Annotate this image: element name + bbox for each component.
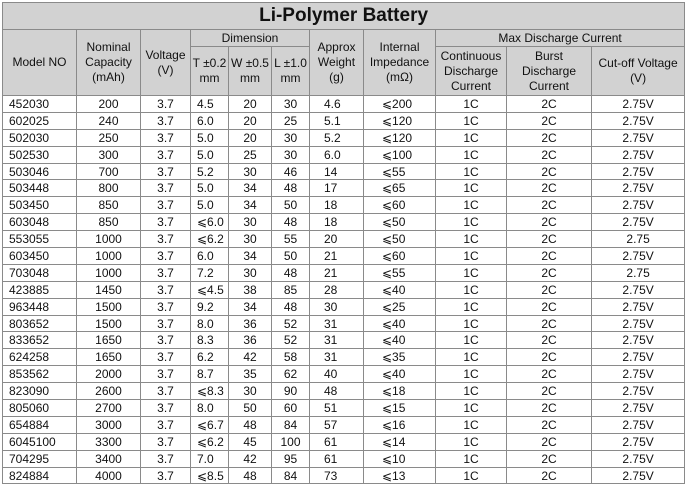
cell-internal-impedance: ⩽40 [364,366,436,383]
cell-continuous-discharge: 1C [436,96,507,113]
cell-model-no: 603450 [3,248,77,265]
cell-approx-weight: 61 [310,450,364,467]
cell-burst-discharge: 2C [507,383,592,400]
cell-burst-discharge: 2C [507,180,592,197]
cell-approx-weight: 61 [310,433,364,450]
cell-internal-impedance: ⩽40 [364,315,436,332]
cell-continuous-discharge: 1C [436,129,507,146]
cell-dim-l: 48 [272,264,310,281]
cell-burst-discharge: 2C [507,416,592,433]
cell-continuous-discharge: 1C [436,366,507,383]
cell-approx-weight: 20 [310,231,364,248]
cell-dim-t: 4.5 [191,96,229,113]
cell-model-no: 602025 [3,112,77,129]
cell-voltage: 3.7 [141,349,191,366]
cell-cutoff-voltage: 2.75V [592,214,685,231]
table-row [3,315,685,332]
cell-cutoff-voltage: 2.75V [592,197,685,214]
table-row [3,146,685,163]
cell-cutoff-voltage: 2.75V [592,467,685,484]
table-row [3,298,685,315]
cell-dim-w: 20 [229,112,272,129]
cell-model-no: 805060 [3,400,77,417]
cell-voltage: 3.7 [141,383,191,400]
cell-burst-discharge: 2C [507,231,592,248]
header-burst-discharge: Burst Discharge Current [507,47,592,96]
table-row [3,231,685,248]
cell-nominal-capacity: 2600 [77,383,141,400]
cell-burst-discharge: 2C [507,129,592,146]
cell-dim-t: 5.0 [191,146,229,163]
cell-burst-discharge: 2C [507,366,592,383]
cell-voltage: 3.7 [141,315,191,332]
battery-spec-table [2,2,685,484]
cell-burst-discharge: 2C [507,112,592,129]
cell-internal-impedance: ⩽40 [364,332,436,349]
cell-model-no: 703048 [3,264,77,281]
cell-dim-t: 8.7 [191,366,229,383]
cell-dim-t: ⩽6.2 [191,433,229,450]
cell-cutoff-voltage: 2.75V [592,349,685,366]
cell-dim-w: 42 [229,450,272,467]
cell-burst-discharge: 2C [507,264,592,281]
cell-cutoff-voltage: 2.75V [592,450,685,467]
cell-nominal-capacity: 850 [77,197,141,214]
table-row [3,332,685,349]
cell-dim-w: 50 [229,400,272,417]
table-row [3,248,685,265]
cell-model-no: 624258 [3,349,77,366]
cell-internal-impedance: ⩽60 [364,248,436,265]
cell-approx-weight: 5.2 [310,129,364,146]
cell-dim-t: ⩽6.0 [191,214,229,231]
header-dim-l: L ±1.0 mm [272,47,310,96]
table-title: Li-Polymer Battery [3,3,685,30]
cell-dim-l: 58 [272,349,310,366]
cell-model-no: 704295 [3,450,77,467]
cell-dim-l: 85 [272,281,310,298]
table-row [3,349,685,366]
cell-voltage: 3.7 [141,366,191,383]
cell-continuous-discharge: 1C [436,214,507,231]
cell-continuous-discharge: 1C [436,332,507,349]
cell-model-no: 603048 [3,214,77,231]
cell-continuous-discharge: 1C [436,467,507,484]
cell-nominal-capacity: 1650 [77,332,141,349]
table-row [3,433,685,450]
header-voltage: Voltage (V) [141,30,191,96]
cell-internal-impedance: ⩽35 [364,349,436,366]
cell-nominal-capacity: 2700 [77,400,141,417]
cell-dim-t: ⩽8.3 [191,383,229,400]
table-row [3,197,685,214]
cell-dim-t: ⩽6.7 [191,416,229,433]
cell-model-no: 824884 [3,467,77,484]
cell-model-no: 654884 [3,416,77,433]
table-row [3,214,685,231]
table-row [3,180,685,197]
cell-voltage: 3.7 [141,180,191,197]
cell-approx-weight: 31 [310,332,364,349]
cell-dim-l: 50 [272,197,310,214]
cell-internal-impedance: ⩽10 [364,450,436,467]
table-row [3,264,685,281]
cell-dim-t: 6.2 [191,349,229,366]
cell-model-no: 423885 [3,281,77,298]
cell-approx-weight: 4.6 [310,96,364,113]
cell-dim-w: 34 [229,180,272,197]
cell-voltage: 3.7 [141,112,191,129]
table-row [3,281,685,298]
cell-model-no: 503450 [3,197,77,214]
cell-dim-w: 36 [229,315,272,332]
cell-dim-w: 34 [229,197,272,214]
cell-voltage: 3.7 [141,163,191,180]
cell-internal-impedance: ⩽50 [364,214,436,231]
cell-internal-impedance: ⩽40 [364,281,436,298]
cell-dim-l: 30 [272,146,310,163]
cell-continuous-discharge: 1C [436,400,507,417]
cell-nominal-capacity: 1500 [77,315,141,332]
cell-internal-impedance: ⩽200 [364,96,436,113]
header-model-no: Model NO [3,30,77,96]
table-row [3,450,685,467]
table-row [3,96,685,113]
cell-continuous-discharge: 1C [436,180,507,197]
cell-model-no: 503448 [3,180,77,197]
cell-voltage: 3.7 [141,231,191,248]
cell-cutoff-voltage: 2.75V [592,163,685,180]
header-continuous-discharge: Continuous Discharge Current [436,47,507,96]
table-row [3,112,685,129]
table-row [3,129,685,146]
cell-internal-impedance: ⩽18 [364,383,436,400]
cell-nominal-capacity: 850 [77,214,141,231]
cell-nominal-capacity: 700 [77,163,141,180]
cell-continuous-discharge: 1C [436,315,507,332]
cell-nominal-capacity: 3400 [77,450,141,467]
cell-nominal-capacity: 250 [77,129,141,146]
cell-dim-w: 42 [229,349,272,366]
cell-burst-discharge: 2C [507,433,592,450]
cell-dim-t: ⩽4.5 [191,281,229,298]
cell-dim-t: 6.0 [191,112,229,129]
cell-dim-t: 7.0 [191,450,229,467]
cell-burst-discharge: 2C [507,281,592,298]
cell-dim-t: 5.0 [191,180,229,197]
cell-dim-w: 20 [229,96,272,113]
cell-burst-discharge: 2C [507,332,592,349]
cell-continuous-discharge: 1C [436,264,507,281]
cell-approx-weight: 31 [310,349,364,366]
cell-continuous-discharge: 1C [436,433,507,450]
cell-nominal-capacity: 200 [77,96,141,113]
cell-dim-w: 34 [229,298,272,315]
cell-burst-discharge: 2C [507,349,592,366]
table-row [3,163,685,180]
cell-dim-w: 35 [229,366,272,383]
header-cutoff-voltage: Cut-off Voltage (V) [592,47,685,96]
cell-continuous-discharge: 1C [436,416,507,433]
table-body [3,96,685,484]
table-row [3,383,685,400]
header-dimension: Dimension [191,30,310,47]
cell-dim-w: 20 [229,129,272,146]
cell-cutoff-voltage: 2.75V [592,281,685,298]
cell-dim-t: 6.0 [191,248,229,265]
cell-nominal-capacity: 300 [77,146,141,163]
cell-dim-l: 46 [272,163,310,180]
cell-nominal-capacity: 2000 [77,366,141,383]
cell-voltage: 3.7 [141,197,191,214]
cell-dim-w: 38 [229,281,272,298]
cell-dim-l: 100 [272,433,310,450]
cell-cutoff-voltage: 2.75V [592,112,685,129]
header-dim-t: T ±0.2 mm [191,47,229,96]
cell-burst-discharge: 2C [507,467,592,484]
cell-internal-impedance: ⩽60 [364,197,436,214]
cell-internal-impedance: ⩽65 [364,180,436,197]
cell-approx-weight: 21 [310,264,364,281]
cell-dim-l: 84 [272,467,310,484]
cell-dim-l: 52 [272,315,310,332]
cell-dim-t: 5.0 [191,197,229,214]
cell-approx-weight: 5.1 [310,112,364,129]
cell-approx-weight: 17 [310,180,364,197]
cell-dim-w: 45 [229,433,272,450]
cell-burst-discharge: 2C [507,248,592,265]
cell-nominal-capacity: 240 [77,112,141,129]
cell-approx-weight: 28 [310,281,364,298]
cell-burst-discharge: 2C [507,197,592,214]
cell-dim-l: 95 [272,450,310,467]
cell-nominal-capacity: 3000 [77,416,141,433]
cell-continuous-discharge: 1C [436,383,507,400]
cell-voltage: 3.7 [141,467,191,484]
cell-dim-l: 90 [272,383,310,400]
cell-cutoff-voltage: 2.75 [592,231,685,248]
cell-voltage: 3.7 [141,129,191,146]
cell-internal-impedance: ⩽50 [364,231,436,248]
cell-internal-impedance: ⩽120 [364,112,436,129]
cell-burst-discharge: 2C [507,214,592,231]
cell-dim-t: 9.2 [191,298,229,315]
cell-approx-weight: 73 [310,467,364,484]
cell-continuous-discharge: 1C [436,248,507,265]
cell-internal-impedance: ⩽120 [364,129,436,146]
cell-burst-discharge: 2C [507,400,592,417]
cell-model-no: 503046 [3,163,77,180]
table-row [3,416,685,433]
cell-internal-impedance: ⩽25 [364,298,436,315]
cell-internal-impedance: ⩽14 [364,433,436,450]
cell-dim-t: 8.0 [191,400,229,417]
cell-approx-weight: 31 [310,315,364,332]
header-nominal-capacity: Nominal Capacity (mAh) [77,30,141,96]
cell-dim-t: 7.2 [191,264,229,281]
cell-voltage: 3.7 [141,96,191,113]
cell-model-no: 823090 [3,383,77,400]
header-max-discharge-current: Max Discharge Current [436,30,685,47]
cell-cutoff-voltage: 2.75V [592,298,685,315]
table-row [3,400,685,417]
cell-cutoff-voltage: 2.75V [592,366,685,383]
cell-cutoff-voltage: 2.75V [592,180,685,197]
cell-model-no: 6045100 [3,433,77,450]
cell-nominal-capacity: 1650 [77,349,141,366]
cell-dim-l: 30 [272,129,310,146]
cell-internal-impedance: ⩽13 [364,467,436,484]
cell-continuous-discharge: 1C [436,197,507,214]
cell-continuous-discharge: 1C [436,146,507,163]
cell-dim-w: 48 [229,416,272,433]
cell-burst-discharge: 2C [507,146,592,163]
cell-cutoff-voltage: 2.75V [592,129,685,146]
cell-dim-w: 30 [229,214,272,231]
cell-model-no: 452030 [3,96,77,113]
cell-cutoff-voltage: 2.75V [592,400,685,417]
cell-dim-l: 48 [272,214,310,231]
cell-continuous-discharge: 1C [436,298,507,315]
cell-dim-w: 30 [229,163,272,180]
cell-burst-discharge: 2C [507,298,592,315]
cell-dim-w: 25 [229,146,272,163]
cell-dim-l: 52 [272,332,310,349]
cell-dim-t: ⩽6.2 [191,231,229,248]
cell-cutoff-voltage: 2.75V [592,383,685,400]
cell-model-no: 833652 [3,332,77,349]
cell-dim-w: 30 [229,264,272,281]
cell-approx-weight: 14 [310,163,364,180]
cell-continuous-discharge: 1C [436,349,507,366]
cell-model-no: 803652 [3,315,77,332]
cell-burst-discharge: 2C [507,163,592,180]
cell-dim-l: 48 [272,180,310,197]
cell-internal-impedance: ⩽55 [364,264,436,281]
cell-dim-w: 48 [229,467,272,484]
cell-continuous-discharge: 1C [436,231,507,248]
cell-nominal-capacity: 1500 [77,298,141,315]
cell-nominal-capacity: 1450 [77,281,141,298]
cell-cutoff-voltage: 2.75V [592,433,685,450]
cell-dim-l: 48 [272,298,310,315]
cell-dim-l: 84 [272,416,310,433]
cell-dim-l: 50 [272,248,310,265]
table-row [3,467,685,484]
header-dim-w: W ±0.5 mm [229,47,272,96]
cell-voltage: 3.7 [141,400,191,417]
cell-voltage: 3.7 [141,214,191,231]
cell-nominal-capacity: 3300 [77,433,141,450]
cell-voltage: 3.7 [141,450,191,467]
cell-dim-w: 30 [229,231,272,248]
cell-cutoff-voltage: 2.75 [592,264,685,281]
cell-dim-t: 8.3 [191,332,229,349]
cell-voltage: 3.7 [141,433,191,450]
cell-voltage: 3.7 [141,332,191,349]
cell-dim-l: 30 [272,96,310,113]
cell-approx-weight: 40 [310,366,364,383]
cell-voltage: 3.7 [141,146,191,163]
battery-spec-sheet [2,2,684,484]
cell-model-no: 963448 [3,298,77,315]
cell-cutoff-voltage: 2.75V [592,416,685,433]
cell-nominal-capacity: 4000 [77,467,141,484]
cell-voltage: 3.7 [141,416,191,433]
cell-cutoff-voltage: 2.75V [592,146,685,163]
cell-cutoff-voltage: 2.75V [592,96,685,113]
cell-approx-weight: 51 [310,400,364,417]
cell-dim-l: 62 [272,366,310,383]
cell-approx-weight: 30 [310,298,364,315]
cell-dim-w: 30 [229,383,272,400]
cell-approx-weight: 18 [310,197,364,214]
cell-dim-w: 36 [229,332,272,349]
cell-internal-impedance: ⩽55 [364,163,436,180]
cell-burst-discharge: 2C [507,450,592,467]
cell-nominal-capacity: 1000 [77,248,141,265]
cell-dim-l: 60 [272,400,310,417]
cell-voltage: 3.7 [141,298,191,315]
cell-voltage: 3.7 [141,248,191,265]
cell-internal-impedance: ⩽16 [364,416,436,433]
cell-approx-weight: 57 [310,416,364,433]
cell-cutoff-voltage: 2.75V [592,332,685,349]
header-approx-weight: Approx Weight (g) [310,30,364,96]
cell-internal-impedance: ⩽100 [364,146,436,163]
cell-model-no: 502030 [3,129,77,146]
header-internal-impedance: Internal Impedance (mΩ) [364,30,436,96]
cell-nominal-capacity: 800 [77,180,141,197]
cell-cutoff-voltage: 2.75V [592,315,685,332]
cell-approx-weight: 6.0 [310,146,364,163]
cell-continuous-discharge: 1C [436,163,507,180]
cell-burst-discharge: 2C [507,315,592,332]
cell-dim-t: 5.0 [191,129,229,146]
cell-dim-l: 25 [272,112,310,129]
cell-dim-l: 55 [272,231,310,248]
table-row [3,366,685,383]
cell-nominal-capacity: 1000 [77,231,141,248]
cell-voltage: 3.7 [141,264,191,281]
cell-dim-t: ⩽8.5 [191,467,229,484]
cell-continuous-discharge: 1C [436,112,507,129]
cell-model-no: 853562 [3,366,77,383]
cell-model-no: 553055 [3,231,77,248]
cell-continuous-discharge: 1C [436,450,507,467]
cell-internal-impedance: ⩽15 [364,400,436,417]
cell-approx-weight: 18 [310,214,364,231]
cell-voltage: 3.7 [141,281,191,298]
cell-model-no: 502530 [3,146,77,163]
cell-dim-w: 34 [229,248,272,265]
cell-dim-t: 5.2 [191,163,229,180]
cell-dim-t: 8.0 [191,315,229,332]
cell-approx-weight: 21 [310,248,364,265]
cell-cutoff-voltage: 2.75V [592,248,685,265]
cell-burst-discharge: 2C [507,96,592,113]
cell-approx-weight: 48 [310,383,364,400]
cell-continuous-discharge: 1C [436,281,507,298]
cell-nominal-capacity: 1000 [77,264,141,281]
